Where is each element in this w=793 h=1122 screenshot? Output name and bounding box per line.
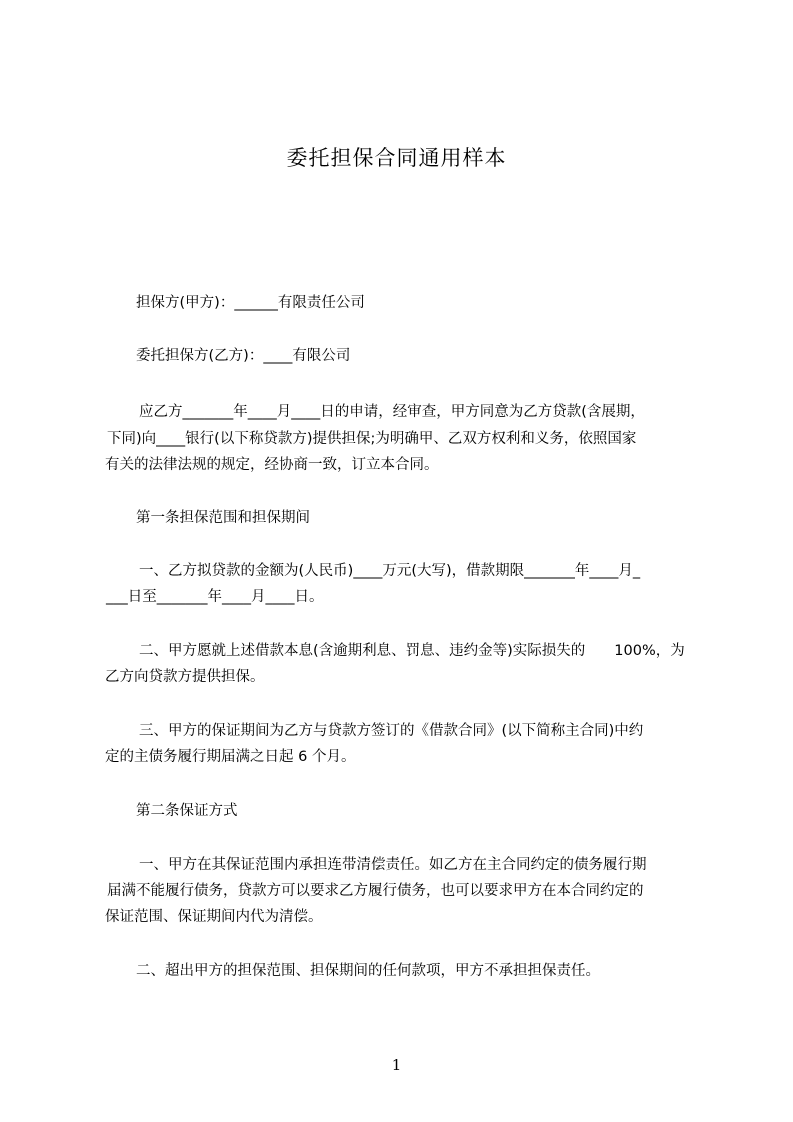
document-title: 委托担保合同通用样本 [286,146,507,170]
preamble-line-3: 有关的法律法规的规定，经协商一致，订立本合同。 [105,457,439,473]
entrusting-party-line: 委托担保方(乙方)：____有限公司 [136,348,351,364]
clause-1-2-line-2: 乙方向贷款方提供担保。 [105,669,265,685]
clause-1-1-line-2: ___日至_______年____月____日。 [106,589,324,605]
clause-1-3-line-1: 三、甲方的保证期间为乙方与贷款方签订的《借款合同》(以下简称主合同)中约 [139,723,644,739]
clause-1-2-line-1: 二、甲方愿就上述借款本息(含逾期利息、罚息、违约金等)实际损失的 100%，为 [139,643,685,659]
guarantor-line: 担保方(甲方)：______有限责任公司 [136,295,365,311]
clause-1-1-line-1: 一、乙方拟贷款的金额为(人民币)____万元(大写)，借款期限_______年____月_ [139,563,641,579]
article-1-heading: 第一条担保范围和担保期间 [136,510,310,526]
clause-2-1-line-1: 一、甲方在其保证范围内承担连带清偿责任。如乙方在主合同约定的债务履行期 [139,857,647,873]
preamble-line-1: 应乙方_______年____月____日的申请，经审查，甲方同意为乙方贷款(含展期， [139,404,645,420]
clause-2-1-line-3: 保证范围、保证期间内代为清偿。 [105,909,323,925]
clause-2-1-line-2: 届满不能履行债务，贷款方可以要求乙方履行债务，也可以要求甲方在本合同约定的 [107,883,644,899]
clause-2-2-line-1: 二、超出甲方的担保范围、担保期间的任何款项，甲方不承担担保责任。 [136,963,600,979]
page-number: 1 [391,1056,402,1074]
preamble-line-2: 下同)向____银行(以下称贷款方)提供担保;为明确甲、乙双方权利和义务，依照国家 [107,431,637,447]
article-2-heading: 第二条保证方式 [136,803,238,819]
clause-1-3-line-2: 定的主债务履行期届满之日起 6 个月。 [105,749,356,765]
